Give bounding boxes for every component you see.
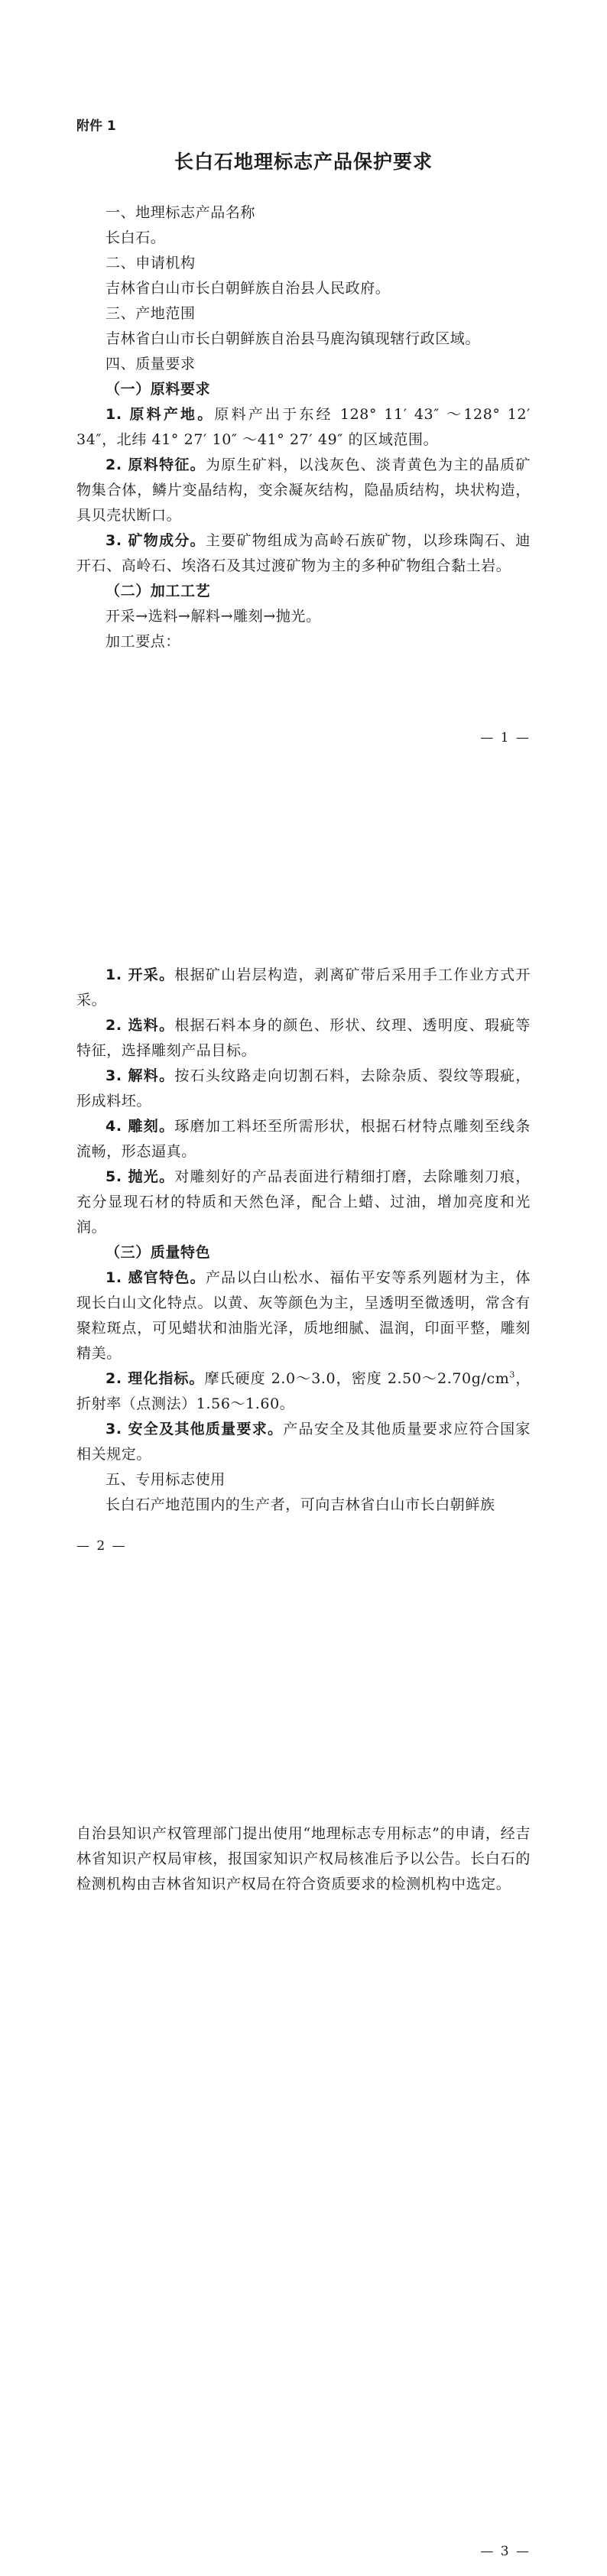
step-cutting (76, 1064, 531, 1114)
page-2 (0, 859, 607, 1717)
item-origin-text: 原料产出于东经 128° 11′ 43″ ～128° 12′ 34″，北纬 41° 27′ 10″ ～41° 27′ 49″ 的区域范围。 (76, 406, 531, 448)
document-title: 长白石地理标志产品保护要求 (174, 151, 433, 173)
item-minerals (76, 528, 531, 579)
step-mining (76, 963, 531, 1013)
section-1-text: 长白石。 (105, 229, 166, 246)
section-1-heading: 一、地理标志产品名称 (105, 204, 256, 221)
page-2-body (76, 963, 531, 1518)
page-number: — 1 — (480, 730, 531, 746)
step-carving-text: 琢磨加工料坯至所需形状，根据石材特点雕刻至线条流畅，形态逼真。 (76, 1118, 531, 1160)
quality-sensory (76, 1265, 531, 1366)
item-features-text: 为原生矿料，以浅灰色、淡青黄色为主的晶质矿物集合体，鳞片变晶结构，变余凝灰结构，隐晶质结构，块状构造，具贝壳状断口。 (76, 456, 531, 524)
quality-safety-label: 3. 安全及其他质量要求。 (105, 1421, 284, 1437)
page-number: — 2 — (76, 1538, 127, 1554)
page-3-body (76, 1821, 531, 1897)
item-features-label: 2. 原料特征。 (105, 456, 206, 473)
item-origin-label: 1. 原料产地。 (105, 406, 215, 423)
item-minerals-label: 3. 矿物成分。 (105, 532, 206, 549)
quality-physical-text-b: ，折射率（点测法）1.56～1.60。 (76, 1370, 531, 1412)
section-3-text: 吉林省白山市长白朝鲜族自治县马鹿沟镇现辖行政区域。 (105, 330, 481, 347)
quality-physical-text-a: 摩氏硬度 2.0～3.0，密度 2.50～2.70g/cm (204, 1370, 510, 1387)
page-1-body (76, 200, 531, 655)
section-3-heading: 三、产地范围 (105, 305, 196, 322)
quality-sensory-text: 产品以白山松水、福佑平安等系列题材为主，体现长白山文化特点。以黄、灰等颜色为主，呈透明至微透明，常含有聚粒斑点，可见蜡状和油脂光泽，质地细腻、温润，印面平整，雕刻精美。 (76, 1269, 531, 1362)
attachment-label: 附件 1 (76, 119, 116, 134)
item-features (76, 453, 531, 528)
step-selection (76, 1013, 531, 1064)
subsection-2-heading: （二）加工工艺 (105, 583, 211, 599)
process-flow: 开采→选料→解料→雕刻→抛光。 (105, 608, 321, 625)
process-points-label: 加工要点： (105, 633, 181, 650)
section-5-continued-text: 自治县知识产权管理部门提出使用“地理标志专用标志”的申请，经吉林省知识产权局审核，报国家知识产权局核准后予以公告。长白石的检测机构由吉林省知识产权局在符合资质要求的检测机构中选定。 (76, 1825, 531, 1892)
section-2-text: 吉林省白山市长白朝鲜族自治县人民政府。 (105, 280, 391, 297)
quality-safety-text: 产品安全及其他质量要求应符合国家相关规定。 (76, 1421, 531, 1463)
subsection-3-heading: （三）质量特色 (105, 1244, 211, 1261)
density-unit-superscript: 3 (509, 1369, 515, 1380)
step-polishing-text: 对雕刻好的产品表面进行精细打磨，去除雕刻刀痕，充分显现石材的特质和天然色泽，配合上蜡、过油，增加亮度和光润。 (76, 1168, 531, 1236)
page-number: — 3 — (480, 2544, 531, 2559)
page-1 (0, 0, 607, 859)
item-minerals-text: 主要矿物组成为高岭石族矿物，以珍珠陶石、迪开石、高岭石、埃洛石及其过渡矿物为主的多种矿物组合黏土岩。 (76, 532, 531, 574)
step-mining-text: 根据矿山岩层构造，剥离矿带后采用手工作业方式开采。 (76, 966, 531, 1009)
item-origin (76, 402, 531, 453)
page-3 (0, 1717, 607, 2576)
step-carving-label: 4. 雕刻。 (105, 1118, 175, 1135)
section-4-heading: 四、质量要求 (105, 356, 196, 372)
step-polishing-label: 5. 抛光。 (105, 1168, 175, 1185)
step-cutting-label: 3. 解料。 (105, 1067, 175, 1084)
quality-safety (76, 1417, 531, 1467)
step-selection-label: 2. 选料。 (105, 1017, 175, 1034)
section-5-heading: 五、专用标志使用 (105, 1471, 226, 1488)
quality-sensory-label: 1. 感官特色。 (105, 1269, 206, 1286)
step-polishing (76, 1165, 531, 1240)
step-selection-text: 根据石料本身的颜色、形状、纹理、透明度、瑕疵等特征，选择雕刻产品目标。 (76, 1017, 531, 1059)
subsection-1-heading: （一）原料要求 (105, 381, 211, 398)
step-carving (76, 1114, 531, 1165)
step-cutting-text: 按石头纹路走向切割石料，去除杂质、裂纹等瑕疵，形成料坯。 (76, 1067, 531, 1109)
step-mining-label: 1. 开采。 (105, 966, 175, 983)
section-5-text: 长白石产地范围内的生产者，可向吉林省白山市长白朝鲜族 (105, 1496, 495, 1513)
section-2-heading: 二、申请机构 (105, 255, 196, 271)
quality-physical-label: 2. 理化指标。 (105, 1370, 205, 1387)
quality-physical (76, 1366, 531, 1417)
